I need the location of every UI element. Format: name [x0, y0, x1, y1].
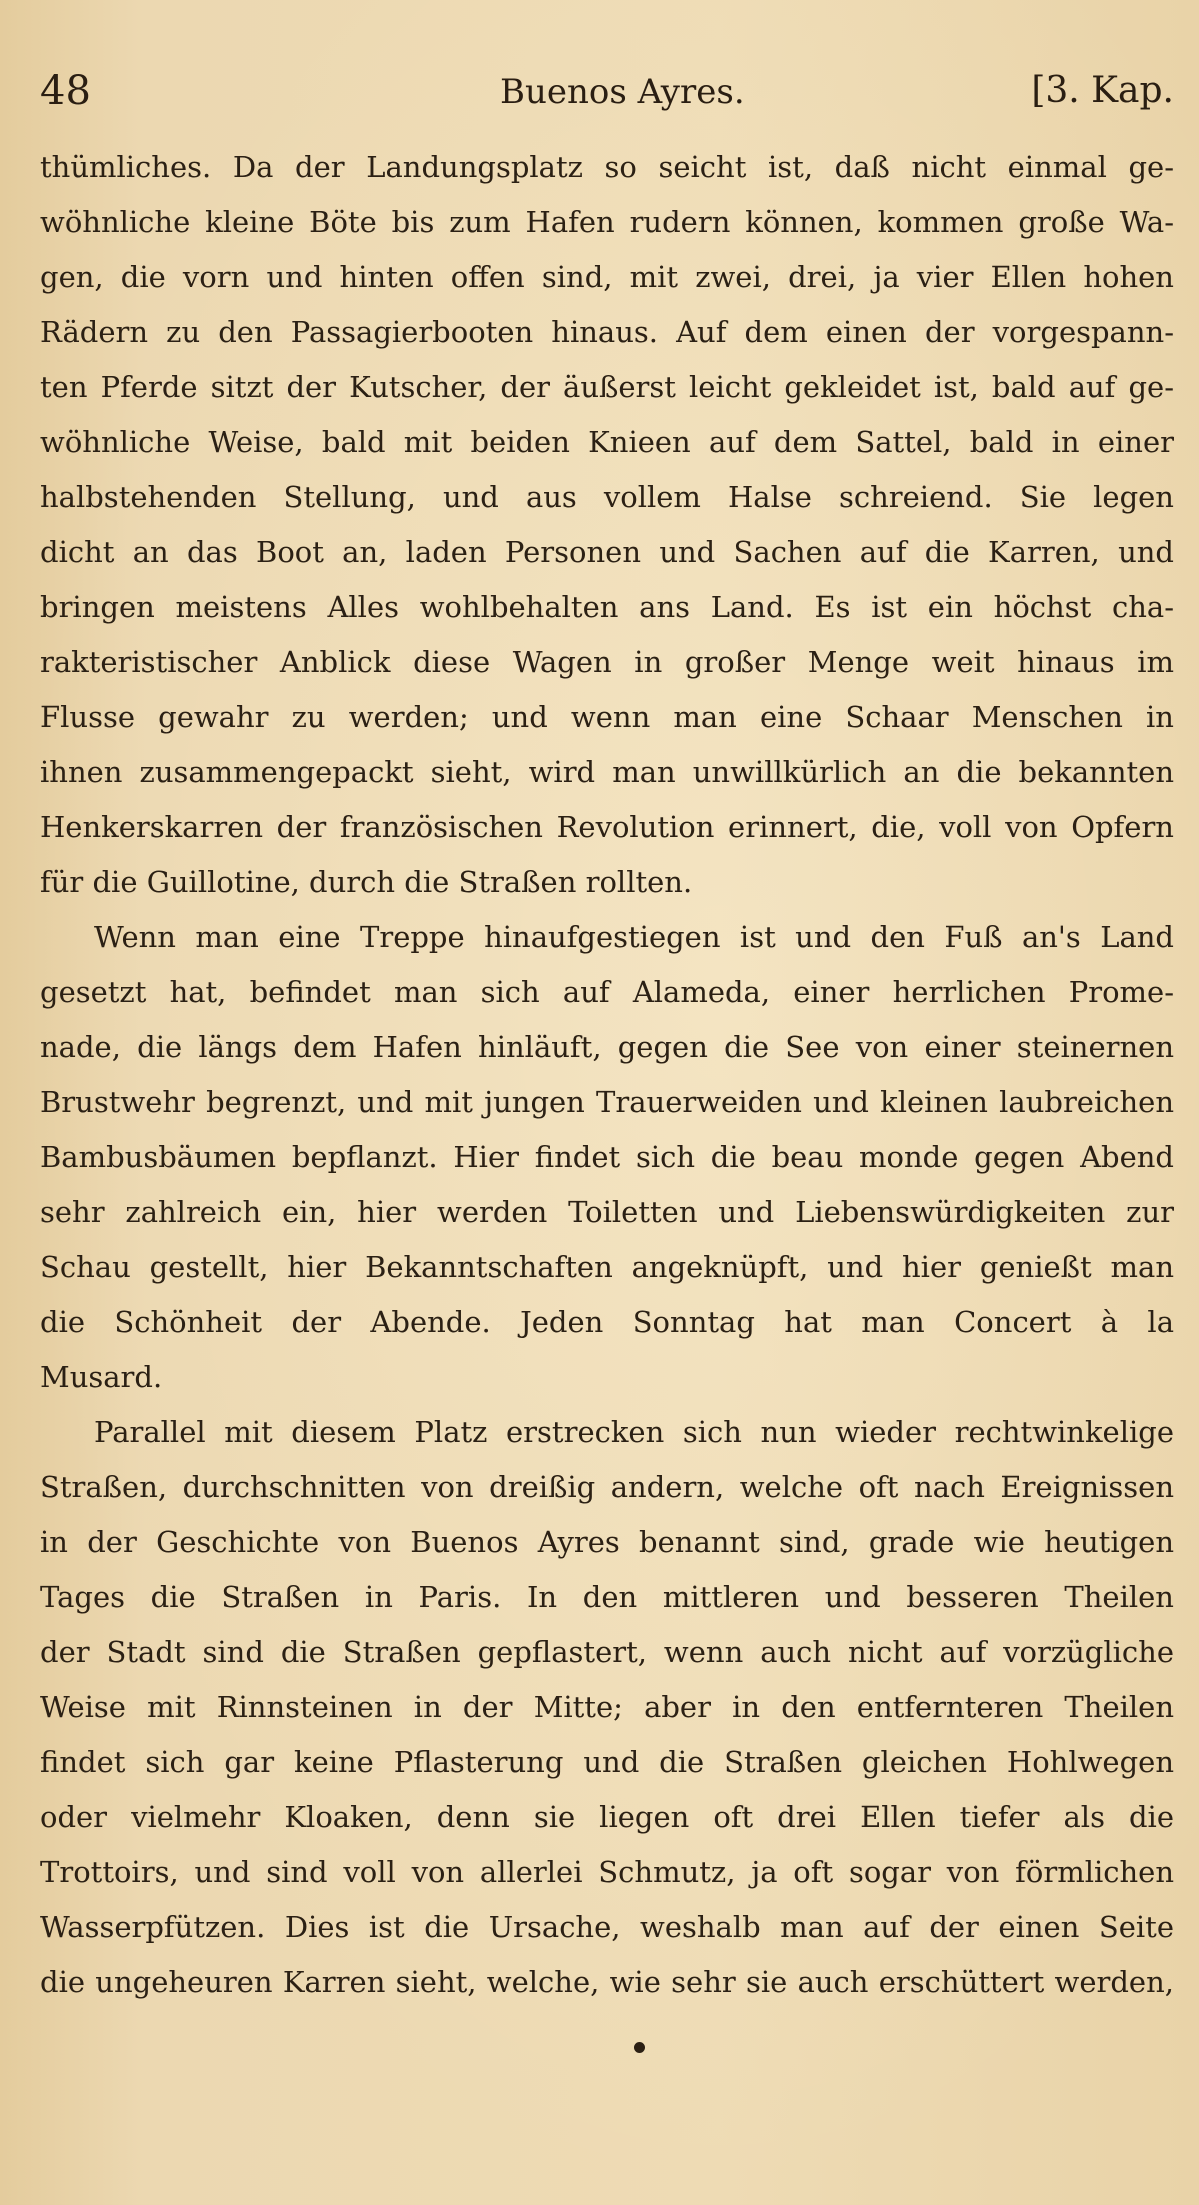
text-line: wöhnliche kleine Böte bis zum Hafen rudern können, kommen große Wa-	[40, 205, 1174, 239]
text-line: Bambusbäumen bepflanzt. Hier findet sich die beau monde gegen Abend	[40, 1140, 1174, 1174]
text-line: Tages die Straßen in Paris. In den mittleren und besseren Theilen	[40, 1580, 1174, 1614]
text-line: Wasserpfützen. Dies ist die Ursache, weshalb man auf der einen Seite	[40, 1910, 1174, 1944]
text-line: Rädern zu den Passagierbooten hinaus. Auf dem einen der vorgespann-	[40, 315, 1174, 349]
text-line: ten Pferde sitzt der Kutscher, der äußerst leicht gekleidet ist, bald auf ge-	[40, 370, 1174, 404]
text-line: Weise mit Rinnsteinen in der Mitte; aber in den entfernteren Theilen	[40, 1690, 1174, 1724]
page-number: 48	[40, 68, 91, 114]
text-line: Henkerskarren der französischen Revolution erinnert, die, voll von Opfern	[40, 810, 1174, 844]
text-line: der Stadt sind die Straßen gepflastert, wenn auch nicht auf vorzügliche	[40, 1635, 1174, 1669]
text-line: gesetzt hat, befindet man sich auf Alameda, einer herrlichen Prome-	[40, 975, 1174, 1009]
text-line: Flusse gewahr zu werden; und wenn man eine Schaar Menschen in	[40, 700, 1174, 734]
printer-mark-dot	[634, 2042, 645, 2053]
text-line: Trottoirs, und sind voll von allerlei Schmutz, ja oft sogar von förmlichen	[40, 1855, 1174, 1889]
paragraph-first-line: Parallel mit diesem Platz erstrecken sich nun wieder rechtwinkelige	[94, 1415, 1174, 1449]
text-line: wöhnliche Weise, bald mit beiden Knieen auf dem Sattel, bald in einer	[40, 425, 1174, 459]
text-line: in der Geschichte von Buenos Ayres benannt sind, grade wie heutigen	[40, 1525, 1174, 1559]
text-line: oder vielmehr Kloaken, denn sie liegen oft drei Ellen tiefer als die	[40, 1800, 1174, 1834]
text-line: Schau gestellt, hier Bekanntschaften angeknüpft, und hier genießt man	[40, 1250, 1174, 1284]
page-header	[40, 68, 1174, 118]
text-line: bringen meistens Alles wohlbehalten ans Land. Es ist ein höchst cha-	[40, 590, 1174, 624]
paragraph-last-line: für die Guillotine, durch die Straßen rollten.	[40, 865, 693, 899]
text-line: Brustwehr begrenzt, und mit jungen Trauerweiden und kleinen laubreichen	[40, 1085, 1174, 1119]
text-line: die ungeheuren Karren sieht, welche, wie sehr sie auch erschüttert werden,	[40, 1965, 1174, 1999]
text-line: nade, die längs dem Hafen hinläuft, gegen die See von einer steinernen	[40, 1030, 1174, 1064]
text-line: thümliches. Da der Landungsplatz so seicht ist, daß nicht einmal ge-	[40, 150, 1174, 184]
text-line: gen, die vorn und hinten offen sind, mit zwei, drei, ja vier Ellen hohen	[40, 260, 1174, 294]
paragraph-first-line: Wenn man eine Treppe hinaufgestiegen ist und den Fuß an's Land	[94, 920, 1174, 954]
text-line: findet sich gar keine Pflasterung und die Straßen gleichen Hohlwegen	[40, 1745, 1174, 1779]
text-line: ihnen zusammengepackt sieht, wird man unwillkürlich an die bekannten	[40, 755, 1174, 789]
text-line: rakteristischer Anblick diese Wagen in großer Menge weit hinaus im	[40, 645, 1174, 679]
text-line: halbstehenden Stellung, und aus vollem Halse schreiend. Sie legen	[40, 480, 1174, 514]
paragraph-last-line: Musard.	[40, 1360, 163, 1394]
text-line: sehr zahlreich ein, hier werden Toiletten und Liebenswürdigkeiten zur	[40, 1195, 1174, 1229]
text-line: dicht an das Boot an, laden Personen und Sachen auf die Karren, und	[40, 535, 1174, 569]
running-title: Buenos Ayres.	[500, 72, 745, 112]
text-line: die Schönheit der Abende. Jeden Sonntag hat man Concert à la	[40, 1305, 1174, 1339]
page-body-text	[40, 140, 1174, 2010]
chapter-marker: [3. Kap.	[1031, 70, 1174, 111]
text-line: Straßen, durchschnitten von dreißig andern, welche oft nach Ereignissen	[40, 1470, 1174, 1504]
